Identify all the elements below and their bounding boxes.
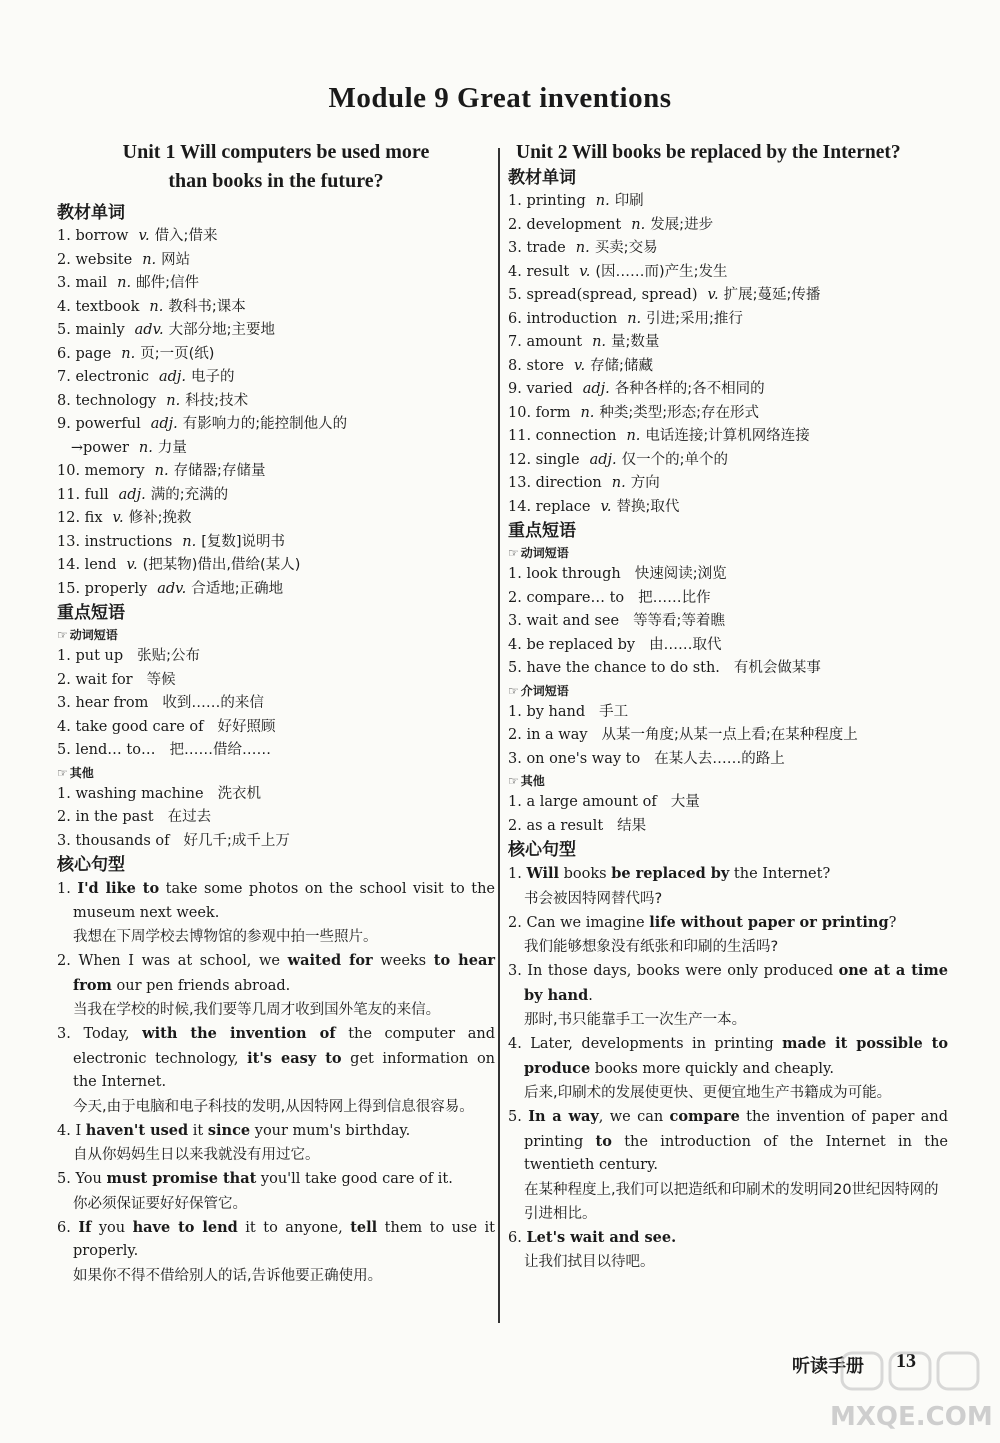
vocab-pos: n. [138,439,153,456]
vocab-word: trade [526,240,566,256]
vocab-word: single [535,451,580,468]
vocab-number: 3. [57,275,76,291]
vocab-number: 4. [57,298,76,315]
vocab-item [57,272,495,296]
vocab-word: form [535,404,571,421]
vocab-number: 8. [508,357,527,374]
phrase-meaning: 从某一角度;从某一点上看;在某种程度上 [601,727,858,743]
phrase-item [508,610,948,634]
verb-phrase-list [508,563,948,681]
vocab-word: spread(spread, spread) [526,287,698,303]
vocab-number: 6. [57,345,76,362]
vocab-number: 2. [57,251,76,268]
vocab-meaning: 电子的 [191,369,235,385]
pointing-hand-icon: ☞ [57,628,68,642]
phrase-meaning: 大量 [670,794,700,810]
vocab-pos: n. [166,392,181,409]
phrase-item [57,645,495,669]
phrase-item [57,783,495,807]
vocab-word: website [75,251,133,268]
phrase-item [57,739,495,763]
vocab-pos: v. [600,498,612,515]
vocab-pos: v. [112,510,124,526]
vocab-word: technology [75,392,157,409]
vocab-word: instructions [84,533,173,550]
vocab-word: memory [84,463,145,479]
vocab-item [508,402,948,426]
vocab-item [57,507,495,531]
vocab-number: 12. [57,510,85,526]
prep-phrase-list [508,701,948,772]
vocab-pos: n. [627,310,642,327]
vocab-word: mainly [75,322,125,338]
vocab-meaning: 邮件;信件 [136,275,199,291]
unit2-title: Unit 2 Will books be replaced by the Internet? [516,142,901,163]
vocab-word: lend [84,557,117,573]
phrase-meaning: 洗衣机 [217,785,262,802]
phrase-item [508,701,948,725]
phrase-item [508,634,948,658]
sentence-english: 1. I'd like to take some photos on the school visit to the museum next week. [57,880,495,921]
phrase-item [57,830,495,854]
vocab-meaning: 借入;借来 [154,228,218,244]
phrases-heading: 重点短语 [57,603,125,623]
vocab-meaning: 各种各样的;各不相同的 [614,381,765,397]
sentence-english: 4. Later, developments in printing made it possible to produce books more quickly and cheaply. [508,1035,948,1077]
phrase-item [57,716,495,740]
vocab-pos: n. [154,463,169,479]
vocab-meaning: 修补;挽救 [128,510,192,526]
vocab-meaning: 力量 [157,439,187,456]
vocab-number: 14. [57,557,85,573]
sentence-english: 2. When I was at school, we waited for weeks to hear from our pen friends abroad. [57,952,495,994]
phrase-english: 1. put up [57,648,124,664]
vocab-word: store [526,357,564,374]
vocab-heading: 教材单词 [508,168,576,188]
vocab-meaning: 替换;取代 [616,498,680,515]
phrase-meaning: 有机会做某事 [733,660,821,676]
vocab-meaning: 发展;进步 [650,216,714,233]
vocab-pos: adj. [158,369,187,385]
sentence-english: 2. Can we imagine life without paper or printing? [508,913,897,931]
sentences-heading: 核心句型 [57,855,125,875]
sentence-translation: 让我们拭目以待吧。 [524,1254,655,1270]
vocab-word: fix [84,510,103,526]
phrase-english: 2. in a way [508,727,588,743]
vocab-item [508,284,948,308]
phrases-heading: 重点短语 [508,521,576,541]
vocab-number: 9. [508,381,527,397]
page-number: 13 [896,1350,916,1372]
unit2-column [508,138,948,1274]
vocab-pos: n. [142,251,157,268]
prep-phrases-label: ☞ 介词短语 [508,683,569,698]
vocab-number: 8. [57,392,76,409]
sentence-translation: 我们能够想象没有纸张和印刷的生活吗? [524,939,779,955]
vocab-number: 1. [508,193,527,209]
vocab-item [57,249,495,273]
phrase-meaning: 由……取代 [649,636,722,653]
vocab-word: introduction [526,310,618,327]
sentence-english: 5. In a way, we can compare the invention of paper and printing to the introduction of the Internet in the twentieth century. [508,1108,948,1173]
vocab-meaning: (因……而)产生;发生 [595,263,728,280]
vocab-number: 6. [508,310,527,327]
unit1-title [57,138,495,196]
phrase-english: 1. look through [508,566,621,582]
phrase-item [508,563,948,587]
phrase-meaning: 在某人去……的路上 [654,750,785,767]
vocab-meaning: (把某物)借出,借给(某人) [142,557,301,573]
vocab-word: varied [526,381,573,397]
vocab-pos: n. [631,216,646,233]
vocab-item [508,331,948,355]
vocab-word: electronic [75,369,149,385]
verb-phrase-list [57,645,495,763]
vocab-item [57,531,495,555]
unit1-title-line2: than books in the future? [168,170,384,192]
vocab-number: 12. [508,451,536,468]
vocab-number: 13. [57,533,85,550]
phrase-english: 3. on one's way to [508,750,641,767]
vocab-item [57,413,495,437]
sentence-english: 5. You must promise that you'll take good care of it. [57,1170,453,1187]
vocab-word: powerful [75,416,141,432]
phrase-english: 4. be replaced by [508,636,636,653]
sentence-english: 3. Today, with the invention of the computer and electronic technology, it's easy to get information on the Internet. [57,1025,496,1090]
vocab-item [508,190,948,214]
phrase-meaning: 把……借给…… [169,742,271,758]
vocab-number: 14. [508,498,536,515]
vocab-pos: adj. [582,381,610,397]
phrase-item [508,791,948,815]
phrase-item [508,657,948,681]
vocab-meaning: 引进;采用;推行 [646,310,743,327]
phrase-meaning: 在过去 [167,809,212,825]
phrase-item [508,748,948,772]
vocab-meaning: 印刷 [614,193,644,209]
vocab-pos: n. [611,475,626,491]
vocab-number: 1. [57,228,76,244]
vocab-number: 5. [508,287,527,303]
vocab-item [508,425,948,449]
vocab-item [57,484,495,508]
phrase-english: 1. washing machine [57,785,204,802]
vocab-meaning: 满的;充满的 [150,486,229,503]
vocab-word: full [84,486,109,503]
other-phrases-label: ☞ 其他 [508,774,545,788]
sentence-translation: 那时,书只能靠手工一次生产一本。 [524,1012,747,1028]
vocab-meaning: 科技;技术 [185,392,249,409]
vocab-meaning: 合适地;正确地 [191,580,284,597]
phrase-item [508,587,948,611]
vocab-meaning: 存储;储藏 [590,357,653,374]
vocab-item [57,554,495,578]
vocab-item [57,343,495,367]
phrase-english: 2. compare… to [508,589,625,606]
phrase-meaning: 好好照顾 [217,718,276,735]
vocab-number: 4. [508,263,527,280]
vocab-meaning: 方向 [630,475,660,491]
phrase-meaning: 结果 [617,817,647,834]
vocab-item [57,319,495,343]
vocab-pos: n. [592,334,607,350]
sentence-translation: 当我在学校的时候,我们要等几周才收到国外笔友的来信。 [73,1002,441,1018]
phrase-item [57,692,495,716]
phrase-english: 1. by hand [508,703,586,720]
sentence-translation: 后来,印刷术的发展使更快、更便宜地生产书籍成为可能。 [524,1085,892,1101]
sentence-english: 3. In those days, books were only produced one at a time by hand. [508,962,948,1004]
vocab-word: printing [526,193,586,209]
vocab-meaning: 扩展;蔓延;传播 [723,287,821,303]
phrase-english: 3. wait and see [508,613,620,629]
watermark-text: MXQE.COM [830,1402,993,1432]
sentence-english: 1. Will books be replaced by the Internet? [508,865,831,882]
pointing-hand-icon: ☞ [508,546,519,560]
phrase-english: 3. thousands of [57,832,170,849]
vocab-pos: n. [575,240,590,256]
other-phrase-list [57,783,495,854]
phrase-meaning: 手工 [599,703,629,720]
vocab-item [508,308,948,332]
vocab-item [508,237,948,261]
verb-phrases-label: ☞ 动词短语 [57,628,118,642]
sentence-translation: 今天,由于电脑和电子科技的发明,从因特网上得到信息很容易。 [73,1098,474,1115]
vocab-list [508,190,948,519]
sentence-translation: 你必须保证要好好保管它。 [73,1195,247,1212]
footer-label: 听读手册 [792,1356,864,1377]
phrase-english: 5. have the chance to do sth. [508,660,720,676]
sentence-english: 6. Let's wait and see. [508,1228,677,1246]
vocab-word: amount [526,334,583,350]
phrase-meaning: 张贴;公布 [137,648,201,664]
vocab-item [508,355,948,379]
vocab-word: borrow [75,228,129,244]
vocab-word: development [526,216,622,233]
sentence-translation: 我想在下周学校去博物馆的参观中拍一些照片。 [73,929,378,945]
phrase-meaning: 好几千;成千上万 [183,832,290,849]
vocab-pos: v. [707,287,719,303]
verb-phrases-label: ☞ 动词短语 [508,546,569,560]
vocab-word: direction [535,475,602,491]
vocab-meaning: 教科书;课本 [168,298,246,315]
vocab-item [57,437,495,461]
vocab-number [57,440,71,456]
phrase-english: 3. hear from [57,695,149,711]
vocab-number: 3. [508,240,527,256]
vocab-number: 2. [508,216,527,233]
vocab-meaning: 种类;类型;形态;存在形式 [599,404,760,421]
sentence-translation: 在某种程度上,我们可以把造纸和印刷术的发明同20世纪因特网的引进相比。 [524,1181,939,1222]
other-phrases-label: ☞ 其他 [57,765,94,780]
vocab-word: →power [70,439,129,456]
vocab-number: 11. [508,428,536,444]
pointing-hand-icon: ☞ [57,765,68,780]
vocab-word: textbook [75,298,140,315]
vocab-meaning: 存储器;存储量 [173,463,266,479]
sentences-heading: 核心句型 [508,840,576,860]
vocab-pos: v. [138,228,150,244]
phrase-meaning: 等等看;等着瞧 [633,613,725,629]
vocab-number: 15. [57,580,85,597]
vocab-pos: adj. [150,416,178,432]
vocab-pos: n. [626,428,641,444]
phrase-item [57,669,495,693]
unit1-column [57,138,495,1288]
phrase-meaning: 收到……的来信 [162,695,264,711]
vocab-number: 5. [57,322,76,338]
vocab-item [57,225,495,249]
vocab-pos: adv. [134,322,164,338]
phrase-english: 2. as a result [508,817,604,834]
vocab-word: mail [75,275,108,291]
vocab-item [508,214,948,238]
vocab-pos: v. [126,557,138,573]
vocab-item [57,390,495,414]
sentence-list [508,862,948,1274]
sentence-translation: 书会被因特网替代吗? [524,890,663,907]
watermark-logo [822,1345,997,1440]
vocab-item [57,366,495,390]
other-phrase-list [508,791,948,838]
vocab-meaning: 量;数量 [611,334,660,350]
vocab-pos: n. [121,345,136,362]
phrase-english: 1. a large amount of [508,794,657,810]
vocab-meaning: 电话连接;计算机网络连接 [645,428,810,444]
vocab-meaning: 页;一页(纸) [140,345,215,362]
module-title: Module 9 Great inventions [328,82,672,114]
vocab-item [57,296,495,320]
phrase-english: 5. lend… to… [57,742,156,758]
vocab-number: 13. [508,475,536,491]
phrase-meaning: 等候 [146,671,176,688]
vocab-item [508,261,948,285]
pointing-hand-icon: ☞ [508,774,519,788]
vocab-word: page [75,345,112,362]
vocab-meaning: 有影响力的;能控制他人的 [182,416,348,432]
unit1-title-line1: Unit 1 Will computers be used more [122,141,430,163]
vocab-pos: v. [579,263,591,280]
vocab-list [57,225,495,601]
phrase-english: 2. wait for [57,671,133,688]
vocab-item [508,496,948,520]
vocab-number: 9. [57,416,76,432]
phrase-english: 4. take good care of [57,718,204,735]
vocab-meaning: 仅一个的;单个的 [621,451,729,468]
vocab-pos: adj. [118,486,146,503]
vocab-heading: 教材单词 [57,203,125,223]
vocab-item [57,460,495,484]
vocab-pos: n. [149,298,164,315]
vocab-pos: adv. [157,580,187,597]
sentence-english: 6. If you have to lend it to anyone, tell them to use it properly. [57,1218,495,1259]
phrase-meaning: 快速阅读;浏览 [634,566,727,582]
vocab-item [57,578,495,602]
vocab-word: connection [535,428,617,444]
vocab-number: 10. [508,404,536,421]
vocab-meaning: 网站 [161,251,191,268]
column-divider [498,148,500,1323]
vocab-number: 7. [57,369,76,385]
vocab-word: replace [535,498,591,515]
sentence-translation: 如果你不得不借给别人的话,告诉他要正确使用。 [73,1267,383,1284]
vocab-pos: adj. [589,451,617,468]
vocab-item [508,378,948,402]
phrase-item [508,815,948,839]
sentence-english: 4. I haven't used it since your mum's birthday. [57,1121,411,1139]
vocab-pos: n. [182,533,197,550]
vocab-item [508,472,948,496]
vocab-number: 11. [57,486,85,503]
vocab-pos: n. [117,275,132,291]
vocab-pos: n. [595,193,610,209]
sentence-list [57,877,495,1288]
phrase-item [57,806,495,830]
vocab-meaning: 买卖;交易 [594,240,658,256]
phrase-item [508,724,948,748]
vocab-number: 7. [508,334,527,350]
vocab-number: 10. [57,463,85,479]
vocab-meaning: [复数]说明书 [201,533,286,550]
phrase-meaning: 把……比作 [638,589,711,606]
vocab-word: result [526,263,570,280]
pointing-hand-icon: ☞ [508,683,519,698]
phrase-english: 2. in the past [57,809,154,825]
sentence-translation: 自从你妈妈生日以来我就没有用过它。 [73,1147,320,1163]
vocab-item [508,449,948,473]
vocab-word: properly [84,580,148,597]
vocab-pos: v. [573,357,586,374]
vocab-meaning: 大部分地;主要地 [168,322,276,338]
vocab-pos: n. [580,404,595,421]
